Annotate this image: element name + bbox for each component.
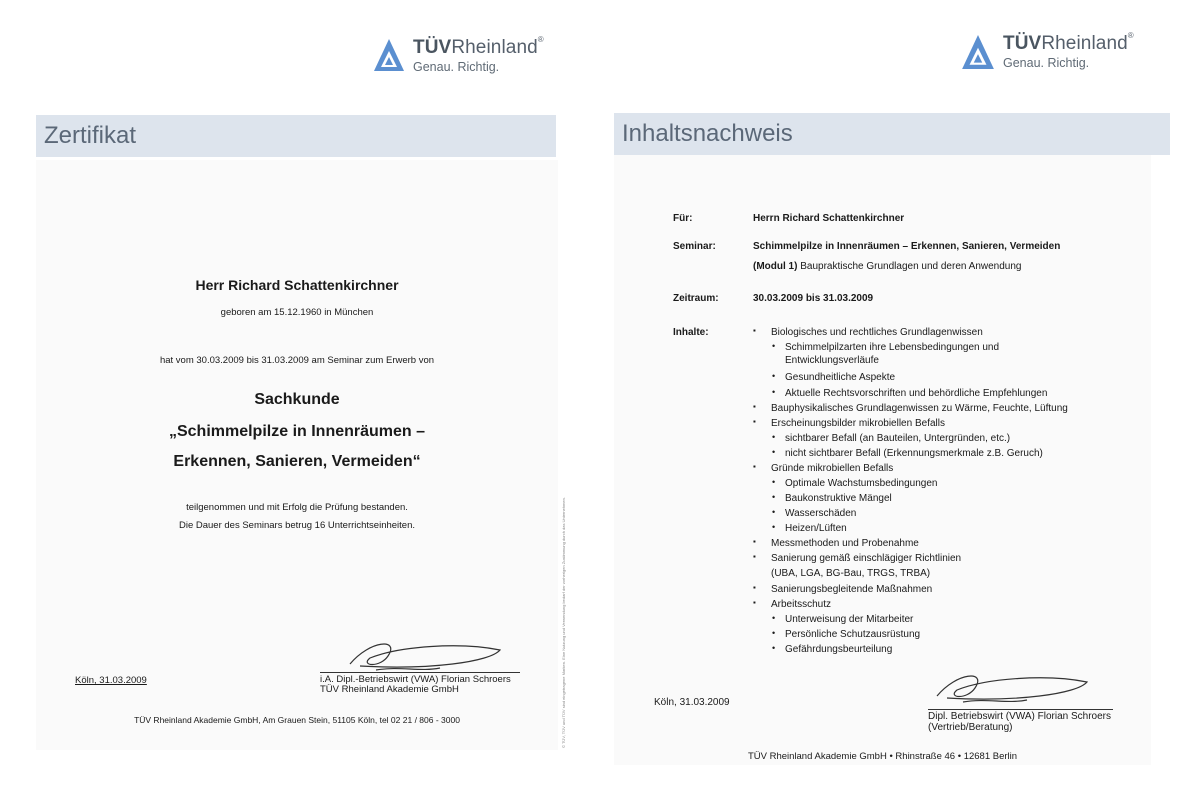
- cert-signer-1: i.A. Dipl.-Betriebswirt (VWA) Florian Schroers: [320, 672, 520, 685]
- cert-title-3: Erkennen, Sanieren, Vermeiden“: [173, 453, 421, 470]
- list-item: ▪ Gründe mikrobiellen Befalls: [771, 463, 893, 475]
- cert-title-1: Sachkunde: [254, 391, 340, 408]
- contents-label: Inhalte:: [673, 327, 709, 338]
- cert-title-2: „Schimmelpilze in Innenräumen –: [168, 423, 426, 440]
- tuv-logo-right: [961, 31, 1134, 70]
- for-label: Für:: [673, 213, 693, 224]
- list-item: • Optimale Wachstumsbedingungen: [785, 478, 938, 490]
- period-label: Zeitraum:: [673, 293, 719, 304]
- record-signer-2: (Vertrieb/Beratung): [928, 722, 1013, 733]
- content-record-heading: Inhaltsnachweis: [614, 113, 1170, 155]
- record-footer: TÜV Rheinland Akademie GmbH • Rhinstraße 46 • 12681 Berlin: [747, 751, 1018, 762]
- list-item: ▪ Sanierung gemäß einschlägiger Richtlinien: [771, 553, 961, 565]
- list-item: ▪ Sanierungsbegleitende Maßnahmen: [771, 584, 932, 596]
- cert-footer: TÜV Rheinland Akademie GmbH, Am Grauen Stein, 51105 Köln, tel 02 21 / 806 - 3000: [134, 715, 460, 725]
- brand-name: TÜVRheinland®: [413, 35, 544, 58]
- cert-signer-2: TÜV Rheinland Akademie GmbH: [320, 684, 459, 695]
- list-item: ▪ Erscheinungsbilder mikrobiellen Befalls: [771, 418, 945, 430]
- list-item: • nicht sichtbarer Befall (Erkennungsmerkmale z.B. Geruch): [785, 448, 1043, 460]
- list-item: • Persönliche Schutzausrüstung: [785, 629, 920, 641]
- tuv-logo: [373, 35, 544, 74]
- certificate-page: [0, 0, 580, 796]
- cert-side-note: © TÜV, TÜV und TÜV sind eingetragene Marken. Eine Nutzung und Verwendung bedarf der vorherigen Zustimmung durch das Unternehmen.: [561, 497, 566, 748]
- list-item: • Wasserschäden: [785, 508, 856, 520]
- brand-tagline: Genau. Richtig.: [1003, 56, 1090, 70]
- brand-name: TÜVRheinland®: [1003, 31, 1134, 54]
- result-line-2: Die Dauer des Seminars betrug 16 Unterrichtseinheiten.: [178, 520, 416, 531]
- record-signer-1: Dipl. Betriebswirt (VWA) Florian Schroers: [928, 711, 1112, 722]
- content-record-page: [595, 0, 1190, 796]
- list-item: ▪ Biologisches und rechtliches Grundlagenwissen: [771, 327, 983, 339]
- cert-place-date: Köln, 31.03.2009: [75, 675, 147, 686]
- list-item: • Aktuelle Rechtsvorschriften und behördliche Empfehlungen: [785, 388, 1047, 400]
- list-item: • sichtbarer Befall (an Bauteilen, Untergründen, etc.): [785, 433, 1010, 445]
- signature-right: [925, 666, 1095, 710]
- certificate-heading: Zertifikat: [36, 115, 556, 157]
- for-value: Herrn Richard Schattenkirchner: [753, 213, 905, 224]
- list-item: (UBA, LGA, BG-Bau, TRGS, TRBA): [771, 568, 931, 579]
- seminar-label: Seminar:: [673, 241, 716, 252]
- tuv-triangle-icon: [961, 34, 995, 70]
- recipient-name: Herr Richard Schattenkirchner: [195, 277, 399, 293]
- list-item: • Gesundheitliche Aspekte: [785, 372, 895, 384]
- list-item: • Schimmelpilzarten ihre Lebensbedingungen und: [785, 342, 999, 354]
- list-item: • Heizen/Lüften: [785, 523, 847, 535]
- result-line-1: teilgenommen und mit Erfolg die Prüfung bestanden.: [186, 502, 408, 513]
- brand-tagline: Genau. Richtig.: [413, 60, 500, 74]
- list-item: ▪ Messmethoden und Probenahme: [771, 538, 919, 550]
- list-item: ▪ Arbeitsschutz: [771, 599, 831, 611]
- record-place-date: Köln, 31.03.2009: [654, 697, 730, 708]
- period-value: 30.03.2009 bis 31.03.2009: [753, 293, 874, 304]
- list-item: • Gefährdungsbeurteilung: [785, 644, 892, 656]
- period-line: hat vom 30.03.2009 bis 31.03.2009 am Seminar zum Erwerb von: [159, 355, 435, 366]
- tuv-triangle-icon: [373, 38, 405, 72]
- seminar-line-1: Schimmelpilze in Innenräumen – Erkennen, Sanieren, Vermeiden: [753, 241, 1061, 252]
- list-item: ▪ Bauphysikalisches Grundlagenwissen zu Wärme, Feuchte, Lüftung: [771, 403, 1068, 415]
- birth-line: geboren am 15.12.1960 in München: [220, 307, 374, 318]
- list-item: • Unterweisung der Mitarbeiter: [785, 614, 913, 626]
- list-item: • Baukonstruktive Mängel: [785, 493, 892, 505]
- seminar-line-2: (Modul 1) Baupraktische Grundlagen und deren Anwendung: [753, 261, 1022, 272]
- list-item: Entwicklungsverläufe: [785, 355, 879, 366]
